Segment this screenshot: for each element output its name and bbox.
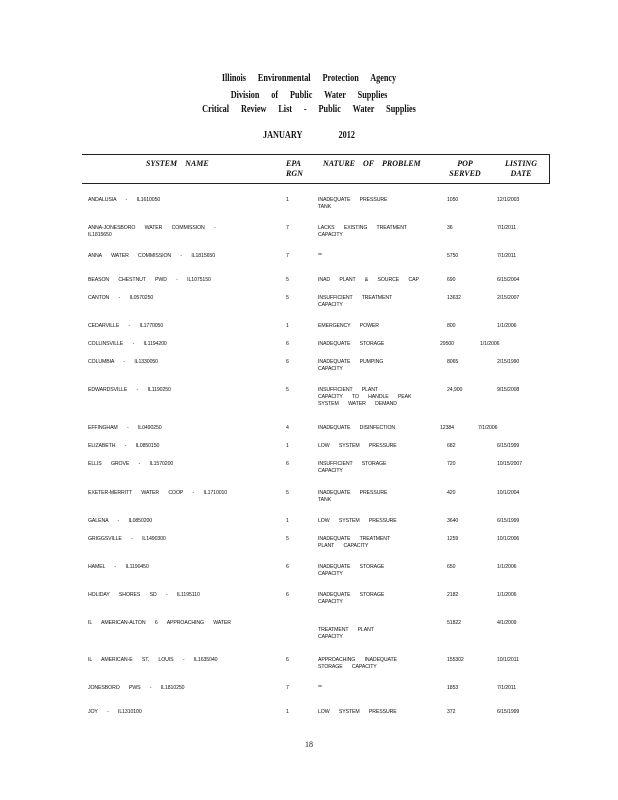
pop-label: POP [457,159,473,168]
table-row-date: 1/1/2006 [497,592,517,598]
table-row-pop: 2182 [447,592,459,598]
table-row-rgn: 1 [286,443,289,449]
rgn-label: RGN [286,169,303,178]
table-row-rgn: 6 [286,592,289,598]
table-row-date: 7/1/2011 [497,253,517,259]
table-row-system: COLLINSVILLE - IL1194200 [88,341,167,347]
table-row-rgn: 5 [286,295,289,301]
table-row-date: 1/1/2006 [480,341,500,347]
table-row-pop: 690 [447,277,456,283]
table-row-system: BEASON CHESTNUT PWD - IL1075150 [88,277,211,283]
table-row-system: EFFINGHAM - IL0490250 [88,425,162,431]
table-row-system: EDWARDSVILLE - IL1190250 [88,387,171,393]
table-row-date: 6/15/2004 [497,277,520,283]
table-row-date: 10/1/2011 [497,657,519,663]
table-row-rgn: 4 [286,425,289,431]
table-row-date: 2/15/1990 [497,359,520,365]
table-row-rgn: 6 [286,564,289,570]
table-row-pop: 3640 [447,518,459,524]
col-header-epa-rgn [286,159,303,179]
table-row-pop: 800 [447,323,456,329]
table-row-problem: INADEQUATE PRESSURE TANK [318,490,388,503]
table-row-date: 2/15/2007 [497,295,520,301]
table-row-rgn: 6 [286,359,289,365]
period-month: JANUARY [263,130,303,141]
header-bottom-rule [82,183,550,184]
served-label: SERVED [449,169,481,178]
table-row-rgn: 1 [286,323,289,329]
table-row-problem: INADEQUATE TREATMENT PLANT CAPACITY [318,536,390,549]
table-row-problem: LACKS EXISTING TREATMENT CAPACITY [318,225,407,238]
epa-label: EPA [286,159,301,168]
table-row-problem: LOW SYSTEM PRESSURE [318,709,397,715]
table-row-problem: INSUFFICIENT STORAGE CAPACITY [318,461,387,474]
table-row-date: 7/1/2006 [478,425,498,431]
table-row-rgn: 5 [286,387,289,393]
table-row-problem: LOW SYSTEM PRESSURE [318,518,397,524]
table-row-problem: ** [318,253,322,259]
table-row-date: 1/1/2006 [497,564,517,570]
table-row-rgn: 1 [286,197,289,203]
table-row-date: 7/1/2011 [497,685,517,691]
table-row-system: ELLIS GROVE - IL1570200 [88,461,174,467]
table-row-date: 6/15/1999 [497,518,520,524]
table-row-rgn: 5 [286,490,289,496]
table-row-problem: INAD PLANT & SOURCE CAP [318,277,419,283]
table-row-date: 9/15/2008 [497,387,520,393]
table-row-problem: INADEQUATE PRESSURE TANK [318,197,388,210]
header-period [56,130,563,141]
table-row-system: JONESBORO PWS - IL1810250 [88,685,185,691]
table-top-rule [82,154,550,155]
col-header-listing-date [498,159,544,179]
col-header-pop-served [447,159,483,179]
table-row-system: HAMEL - IL1190450 [88,564,149,570]
column-divider [549,155,550,183]
table-row-system: IL AMERICAN-E ST. LOUIS - IL1635040 [88,657,218,663]
table-row-system: ANNA WATER COMMISSION - IL1815650 [88,253,215,259]
table-row-date: 1/1/2006 [497,323,517,329]
table-row-date: 10/15/2007 [497,461,522,467]
table-row-system: GRIGGSVILLE - IL1490300 [88,536,166,542]
table-row-pop: 1050 [447,197,459,203]
header-list-title: Critical Review List - Public Water Supplies [202,104,416,115]
table-row-date: 10/1/2006 [497,536,520,542]
table-row-system: ANNA-JONESBORO WATER COMMISSION - IL1815650 [88,225,216,238]
table-row-rgn: 7 [286,225,289,231]
table-row-rgn: 6 [286,461,289,467]
table-row-pop: 51822 [447,620,461,626]
table-row-rgn: 5 [286,536,289,542]
table-row-date: 6/15/1999 [497,709,520,715]
table-row-system: CEDARVILLE - IL1770050 [88,323,164,329]
table-row-pop: 36 [447,225,453,231]
table-row-problem: INADEQUATE PUMPING CAPACITY [318,359,384,372]
table-row-pop: 1259 [447,536,459,542]
table-row-pop: 5750 [447,253,459,259]
table-row-pop: 372 [447,709,456,715]
table-row-problem: INADEQUATE DISINFECTION [318,425,396,431]
table-row-problem: INADEQUATE STORAGE [318,341,385,347]
table-row-system: ANDALUSIA - IL1610050 [88,197,161,203]
table-row-pop: 29500 [440,341,454,347]
table-row-rgn: 1 [286,709,289,715]
table-row-pop: 155302 [447,657,464,663]
table-row-date: 4/1/2009 [497,620,517,626]
table-row-system: ELIZABETH - IL0850150 [88,443,160,449]
table-row-date: 7/1/2011 [497,225,517,231]
table-row-system: JOY - IL1310100 [88,709,142,715]
table-row-system: COLUMBIA - IL1330050 [88,359,158,365]
table-row-system: GALENA - IL0850200 [88,518,153,524]
table-row-pop: 1853 [447,685,459,691]
table-row-pop: 650 [447,564,456,570]
col-header-nature-of-problem: NATURE OF PROBLEM [323,159,421,168]
table-row-system: IL AMERICAN-ALTON 6 APPROACHING WATER [88,620,231,626]
table-row-pop: 13632 [447,295,461,301]
period-year: 2012 [338,130,355,141]
table-row-problem: INADEQUATE STORAGE CAPACITY [318,592,385,605]
table-row-problem: INSUFFICIENT TREATMENT CAPACITY [318,295,393,308]
table-row-pop: 12384 [440,425,454,431]
table-row-date: 6/15/1999 [497,443,520,449]
table-row-system: HOLIDAY SHORES SD - IL1195110 [88,592,200,598]
table-row-problem: LOW SYSTEM PRESSURE [318,443,397,449]
table-row-rgn: 5 [286,277,289,283]
table-row-rgn: 6 [286,341,289,347]
table-row-pop: 720 [447,461,456,467]
listing-label: LISTING [504,159,537,168]
table-row-problem: APPROACHING INADEQUATE STORAGE CAPACITY [318,657,397,670]
date-label: DATE [510,169,532,178]
table-row-rgn: 7 [286,685,289,691]
table-row-pop: 682 [447,443,456,449]
table-row-problem: TREATMENT PLANT CAPACITY [318,627,374,640]
header-agency: Illinois Environmental Protection Agency [221,73,397,84]
table-row-pop: 420 [447,490,456,496]
table-row-problem: INSUFFICIENT PLANT CAPACITY TO HANDLE PEAK SYSTEM WATER DEMAND [318,387,412,407]
table-row-rgn: 6 [286,657,289,663]
table-row-problem: EMERGENCY POWER [318,323,379,329]
table-row-problem: INADEQUATE STORAGE CAPACITY [318,564,385,577]
table-row-date: 12/1/2003 [497,197,520,203]
table-row-system: CANTON - IL0570250 [88,295,154,301]
table-row-date: 10/1/2004 [497,490,520,496]
page-number: 18 [305,740,313,749]
table-row-rgn: 1 [286,518,289,524]
table-row-problem: ** [318,685,322,691]
table-row-pop: 8065 [447,359,459,365]
col-header-system-name: SYSTEM NAME [146,159,209,168]
table-row-pop: 24,900 [447,387,463,393]
header-division: Division of Public Water Supplies [230,90,388,101]
table-row-rgn: 7 [286,253,289,259]
table-row-system: EXETER-MERRITT WATER COOP - IL1710010 [88,490,228,496]
